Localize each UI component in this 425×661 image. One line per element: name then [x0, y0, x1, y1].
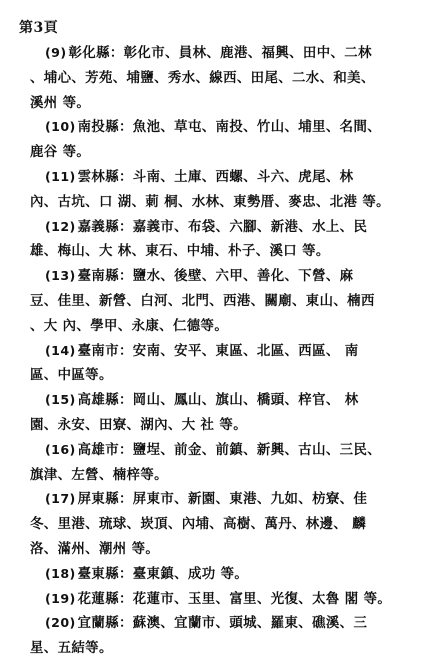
entry-text: 花蓮縣：花蓮市、玉里、富里、光復、太魯 閣 等。 [77, 590, 392, 607]
entry-first-line [0, 215, 425, 240]
entry-first-line [0, 115, 425, 140]
county-entry-list [0, 41, 425, 661]
entry-number: (14) [45, 342, 76, 358]
county-entry [0, 41, 425, 115]
entry-text: 南投縣：魚池、草屯、南投、竹山、埔里、名間、 [77, 119, 382, 136]
county-entry [0, 339, 425, 389]
entry-first-line [0, 388, 425, 413]
entry-text: 星、五結等。 [30, 640, 113, 657]
entry-text: 區、中區等。 [30, 367, 113, 384]
entry-number: (9) [45, 45, 67, 60]
entry-first-line [0, 587, 425, 612]
county-entry [0, 115, 425, 165]
county-entry [0, 264, 425, 338]
entry-text: 臺南市：安南、安平、東區、北區、西區、 南 [77, 342, 359, 359]
entry-continuation-line [0, 91, 425, 116]
entry-text: 彰化縣：彰化市、員林、鹿港、福興、田中、二林 [68, 45, 372, 61]
entry-text: 宜蘭縣：蘇澳、宜蘭市、頭城、羅東、礁溪、三 [77, 615, 368, 632]
county-entry [0, 611, 425, 661]
county-entry [0, 562, 425, 587]
entry-first-line [0, 264, 425, 289]
entry-continuation-line [0, 537, 425, 562]
entry-continuation-line [0, 289, 425, 314]
entry-number: (12) [45, 218, 76, 234]
entry-continuation-line [0, 239, 425, 264]
entry-first-line [0, 41, 425, 66]
entry-continuation-line [0, 314, 425, 339]
entry-first-line [0, 611, 425, 636]
entry-text: 內、古坑、口 湖、莿 桐、水林、東勢厝、麥忠、北港 等。 [30, 193, 390, 210]
entry-number: (11) [45, 168, 76, 184]
entry-text: 雄、梅山、大 林、東石、中埔、朴子、溪口 等。 [30, 243, 330, 260]
entry-continuation-line [0, 363, 425, 388]
entry-text: 、埔心、芳苑、埔鹽、秀水、線西、田尾、二水、和美、 [30, 69, 375, 86]
entry-text: 高雄縣：岡山、鳳山、旗山、橋頭、梓官、 林 [77, 392, 359, 409]
entry-number: (10) [45, 119, 76, 135]
county-entry [0, 487, 425, 561]
county-entry [0, 438, 425, 488]
entry-continuation-line [0, 512, 425, 537]
entry-text: 豆、佳里、新營、白河、北門、西港、關廟、東山、楠西 [30, 292, 375, 309]
entry-first-line [0, 165, 425, 190]
entry-continuation-line [0, 636, 425, 661]
page-label: 第3頁 [19, 20, 59, 36]
entry-text: 鹿谷 等。 [30, 144, 91, 161]
entry-text: 高雄市：鹽埕、前金、前鎮、新興、古山、三民、 [77, 441, 382, 458]
entry-first-line [0, 339, 425, 364]
entry-number: (20) [45, 615, 76, 631]
county-entry [0, 388, 425, 438]
entry-text: 溪州 等。 [30, 94, 91, 111]
entry-number: (18) [45, 565, 76, 581]
entry-number: (15) [45, 392, 76, 408]
entry-text: 洛、滿州、潮州 等。 [30, 540, 160, 557]
entry-text: 、大 內、學甲、永康、仁德等。 [30, 317, 229, 334]
entry-continuation-line [0, 413, 425, 438]
entry-text: 臺東縣：臺東鎮、成功 等。 [77, 565, 249, 582]
entry-text: 雲林縣：斗南、土庫、西螺、斗六、虎尾、林 [77, 168, 354, 185]
entry-number: (16) [45, 441, 76, 457]
county-entry [0, 587, 425, 612]
entry-continuation-line [0, 66, 425, 91]
entry-text: 屏東縣：屏東市、新園、東港、九如、枋寮、佳 [77, 491, 368, 508]
entry-number: (17) [45, 491, 76, 507]
entry-text: 臺南縣：鹽水、後壁、六甲、善化、下營、麻 [77, 268, 354, 285]
entry-first-line [0, 487, 425, 512]
entry-number: (13) [45, 268, 76, 284]
entry-continuation-line [0, 190, 425, 215]
entry-first-line [0, 562, 425, 587]
entry-number: (19) [45, 590, 76, 606]
entry-text: 園、永安、田寮、湖內、大 社 等。 [30, 416, 247, 433]
county-entry [0, 215, 425, 265]
entry-continuation-line [0, 140, 425, 165]
entry-first-line [0, 438, 425, 463]
county-entry [0, 165, 425, 215]
entry-continuation-line [0, 463, 425, 488]
entry-text: 嘉義縣：嘉義市、布袋、六腳、新港、水上、民 [77, 218, 368, 235]
entry-text: 冬、里港、琉球、崁頂、內埔、高樹、萬丹、林邊、 麟 [30, 516, 367, 533]
entry-text: 旗津、左營、楠梓等。 [30, 466, 168, 483]
